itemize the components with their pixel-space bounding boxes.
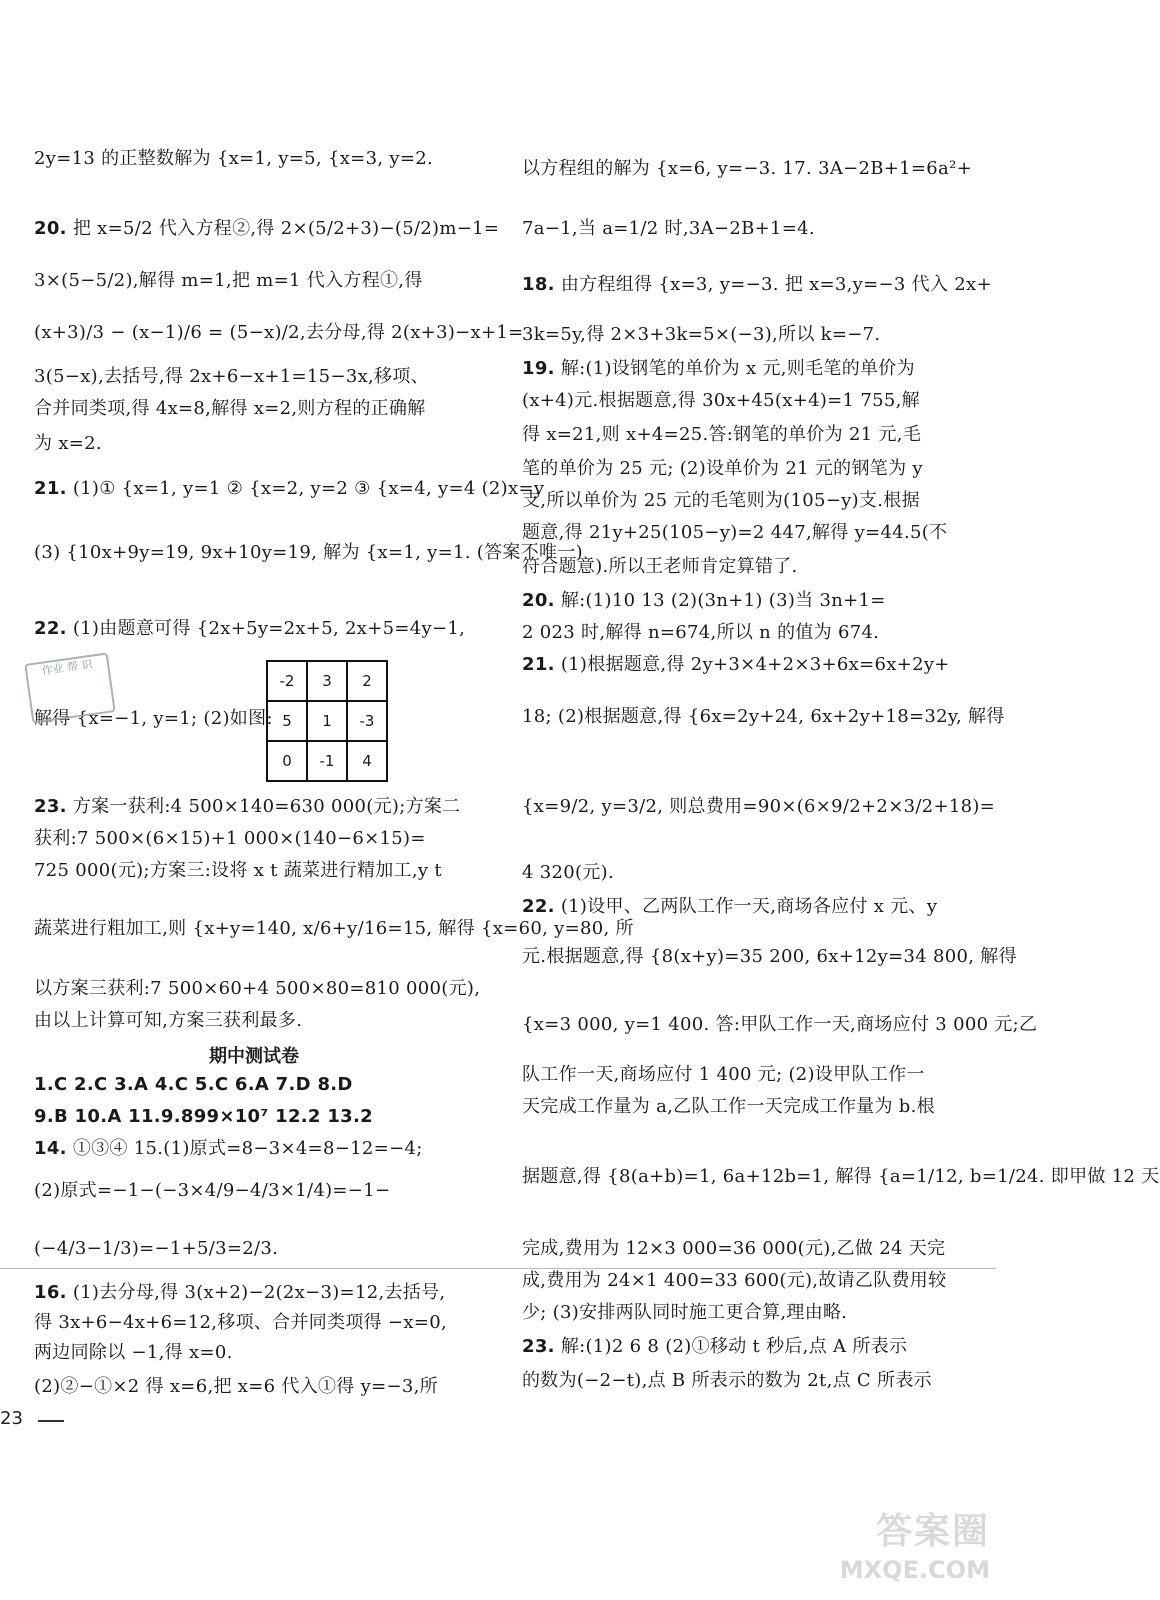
answer-text: (1)去分母,得 3(x+2)−2(2x−3)=12,去括号, [66, 1282, 446, 1303]
answer-text: 获利:7 500×(6×15)+1 000×(140−6×15)= [34, 828, 426, 849]
answer-text: (x+4)元.根据题意,得 30x+45(x+4)=1 755,解 [522, 390, 920, 411]
answer-text: 由方程组得 {x=3, y=−3. 把 x=3,y=−3 代入 2x+ [554, 274, 992, 295]
magic-square-cell: 1 [307, 701, 347, 741]
page-number: 23 [0, 1408, 23, 1429]
page-number-dash [38, 1420, 64, 1422]
answer-text: 符合题意).所以王老师肯定算错了. [522, 556, 798, 577]
answer-text: 为 x=2. [34, 433, 102, 454]
answer-text: 1.C 2.C 3.A 4.C 5.C 6.A 7.D 8.D [34, 1074, 353, 1095]
answer-line [522, 946, 1017, 968]
question-number: 21. [34, 478, 67, 499]
answer-line [34, 148, 474, 170]
question-number: 22. [522, 896, 555, 917]
answer-text: 完成,费用为 12×3 000=36 000(元),乙做 24 天完 [522, 1238, 946, 1259]
answer-text: (3) {10x+9y=19, 9x+10y=19, 解为 {x=1, y=1. (答案不唯一) [34, 542, 583, 563]
answer-text: 解:(1)10 13 (2)(3n+1) (3)当 3n+1= [554, 590, 886, 611]
answer-text: 方案一获利:4 500×140=630 000(元);方案二 [66, 796, 461, 817]
answer-text: 以方程组的解为 {x=6, y=−3. 17. 3A−2B+1=6a²+ [522, 158, 972, 179]
magic-square-cell: 3 [307, 661, 347, 701]
question-number: 16. [34, 1282, 67, 1303]
magic-square-cell: 2 [347, 661, 387, 701]
answer-line [34, 618, 474, 640]
answer-text: 18; (2)根据题意,得 {6x=2y+24, 6x+2y+18=32y, 解得 [522, 706, 1005, 727]
answer-line [522, 1166, 1160, 1188]
answer-line [522, 218, 962, 240]
answer-text: (2)②−①×2 得 x=6,把 x=6 代入①得 y=−3,所 [34, 1376, 438, 1397]
question-number: 19. [522, 358, 555, 379]
magic-square-cell: -3 [347, 701, 387, 741]
answer-line [34, 322, 524, 344]
answer-line [34, 828, 474, 850]
answer-line [34, 1238, 474, 1260]
answer-text: 解得 {x=−1, y=1; (2)如图: [34, 708, 273, 729]
answer-line [34, 796, 474, 818]
question-number: 20. [522, 590, 555, 611]
answer-text: 题意,得 21y+25(105−y)=2 447,解得 y=44.5(不 [522, 522, 948, 543]
answer-text: (x+3)/3 − (x−1)/6 = (5−x)/2,去分母,得 2(x+3)−x+1= [34, 322, 524, 343]
homework-stamp: 作业 帮 识 [24, 652, 116, 723]
answer-text: 2 023 时,解得 n=674,所以 n 的值为 674. [522, 622, 880, 643]
answer-text: 解:(1)设钢笔的单价为 x 元,则毛笔的单价为 [554, 358, 915, 379]
answer-line [522, 424, 962, 446]
answer-line [34, 1180, 474, 1202]
answer-line [522, 274, 992, 296]
answer-line [522, 1014, 1038, 1036]
question-number: 22. [34, 618, 67, 639]
answer-line [34, 542, 583, 564]
answer-text: 两边同除以 −1,得 x=0. [34, 1342, 233, 1363]
answer-line [34, 860, 474, 882]
answer-text: ①③④ 15.(1)原式=8−3×4=8−12=−4; [66, 1138, 423, 1159]
answer-line [522, 324, 962, 346]
answer-text: 3k=5y,得 2×3+3k=5×(−3),所以 k=−7. [522, 324, 881, 345]
answer-line [34, 1106, 474, 1128]
answer-line [522, 1302, 962, 1324]
answer-text: 合并同类项,得 4x=8,解得 x=2,则方程的正确解 [34, 398, 426, 419]
magic-square-cell: -2 [267, 661, 307, 701]
answer-line [522, 556, 962, 578]
section-heading-midterm: 期中测试卷 [209, 1046, 299, 1067]
answer-text: 2y=13 的正整数解为 {x=1, y=5, {x=3, y=2. [34, 148, 433, 169]
answer-line [522, 862, 962, 884]
answer-line [522, 522, 962, 544]
answer-line [522, 1238, 962, 1260]
answer-line [522, 706, 1005, 728]
answer-line [522, 1336, 962, 1358]
answer-text: 得 x=21,则 x+4=25.答:钢笔的单价为 21 元,毛 [522, 424, 922, 445]
question-number: 18. [522, 274, 555, 295]
question-number: 21. [522, 654, 555, 675]
magic-square-cell: 0 [267, 741, 307, 781]
answer-line [522, 1096, 962, 1118]
answer-text: 以方案三获利:7 500×60+4 500×80=810 000(元), [34, 978, 481, 999]
answer-text: (−4/3−1/3)=−1+5/3=2/3. [34, 1238, 279, 1259]
answer-line [522, 458, 962, 480]
magic-square-cell: -1 [307, 741, 347, 781]
answer-text: 天完成工作量为 a,乙队工作一天完成工作量为 b.根 [522, 1096, 935, 1117]
question-number: 23. [522, 1336, 555, 1357]
answer-line [34, 218, 500, 240]
answer-text: 解:(1)2 6 8 (2)①移动 t 秒后,点 A 所表示 [554, 1336, 908, 1357]
answer-text: 笔的单价为 25 元; (2)设单价为 21 元的钢笔为 y [522, 458, 923, 479]
answer-line [522, 654, 962, 676]
answer-text: 元.根据题意,得 {8(x+y)=35 200, 6x+12y=34 800, 解得 [522, 946, 1017, 967]
answer-text: 7a−1,当 a=1/2 时,3A−2B+1=4. [522, 218, 815, 239]
answer-text: 支,所以单价为 25 元的毛笔则为(105−y)支.根据 [522, 490, 920, 511]
question-number: 20. [34, 218, 67, 239]
answer-text: 的数为(−2−t),点 B 所表示的数为 2t,点 C 所表示 [522, 1370, 932, 1391]
answer-line [34, 270, 474, 292]
magic-square-grid [266, 660, 388, 782]
answer-line [34, 1342, 474, 1364]
answer-text: 3×(5−5/2),解得 m=1,把 m=1 代入方程①,得 [34, 270, 423, 291]
answer-text: 9.B 10.A 11.9.899×10⁷ 12.2 13.2 [34, 1106, 373, 1127]
watermark-url: MXQE.COM [839, 1556, 990, 1584]
answer-line [522, 896, 962, 918]
site-watermark [820, 1510, 990, 1596]
watermark-logo-text: 答案圈 [875, 1511, 990, 1552]
answer-line [522, 796, 996, 818]
answer-line [522, 590, 962, 612]
answer-text: 队工作一天,商场应付 1 400 元; (2)设甲队工作一 [522, 1064, 925, 1085]
answer-line [34, 1138, 474, 1160]
answer-line [522, 622, 962, 644]
answer-line [34, 918, 634, 940]
question-number: 14. [34, 1138, 67, 1159]
answer-text: (1)设甲、乙两队工作一天,商场各应付 x 元、y [554, 896, 938, 917]
answer-text: 3(5−x),去括号,得 2x+6−x+1=15−3x,移项、 [34, 366, 429, 387]
answer-line [34, 1282, 474, 1304]
answer-text: (1)由题意可得 {2x+5y=2x+5, 2x+5=4y−1, [66, 618, 466, 639]
answer-line [522, 1270, 962, 1292]
answer-line [34, 978, 481, 1000]
answer-line [522, 158, 972, 180]
answer-text: 成,费用为 24×1 400=33 600(元),故请乙队费用较 [522, 1270, 947, 1291]
answer-line [34, 1312, 474, 1334]
answer-line [522, 1370, 962, 1392]
answer-text: (2)原式=−1−(−3×4/9−4/3×1/4)=−1− [34, 1180, 391, 1201]
magic-square-cell: 4 [347, 741, 387, 781]
answer-line [522, 358, 962, 380]
answer-line [522, 390, 962, 412]
answer-line [34, 433, 474, 455]
question-number: 23. [34, 796, 67, 817]
answer-text: (1)① {x=1, y=1 ② {x=2, y=2 ③ {x=4, y=4 (2)x=y [66, 478, 545, 499]
answer-text: 蔬菜进行粗加工,则 {x+y=140, x/6+y/16=15, 解得 {x=60, y=80, 所 [34, 918, 634, 939]
answer-text: (1)根据题意,得 2y+3×4+2×3+6x=6x+2y+ [554, 654, 950, 675]
answer-text: 少; (3)安排两队同时施工更合算,理由略. [522, 1302, 848, 1323]
answer-line [34, 1376, 474, 1398]
answer-text: 4 320(元). [522, 862, 614, 883]
answer-text: 得 3x+6−4x+6=12,移项、合并同类项得 −x=0, [34, 1312, 447, 1333]
answer-line [522, 490, 962, 512]
answer-line [34, 366, 474, 388]
answer-line [34, 1010, 474, 1032]
answer-line [34, 398, 474, 420]
page-divider [0, 1268, 996, 1269]
answer-text: 据题意,得 {8(a+b)=1, 6a+12b=1, 解得 {a=1/12, b=1/24. 即甲做 12 天 [522, 1166, 1160, 1187]
answer-line [34, 478, 545, 500]
answer-line [34, 1074, 474, 1096]
answer-text: {x=9/2, y=3/2, 则总费用=90×(6×9/2+2×3/2+18)= [522, 796, 996, 817]
answer-text: 由以上计算可知,方案三获利最多. [34, 1010, 303, 1031]
answer-text: 725 000(元);方案三:设将 x t 蔬菜进行精加工,y t [34, 860, 442, 881]
magic-square-cell: 5 [267, 701, 307, 741]
answer-text: 把 x=5/2 代入方程②,得 2×(5/2+3)−(5/2)m−1= [66, 218, 500, 239]
answer-line [522, 1064, 962, 1086]
answer-text: {x=3 000, y=1 400. 答:甲队工作一天,商场应付 3 000 元;乙 [522, 1014, 1038, 1035]
